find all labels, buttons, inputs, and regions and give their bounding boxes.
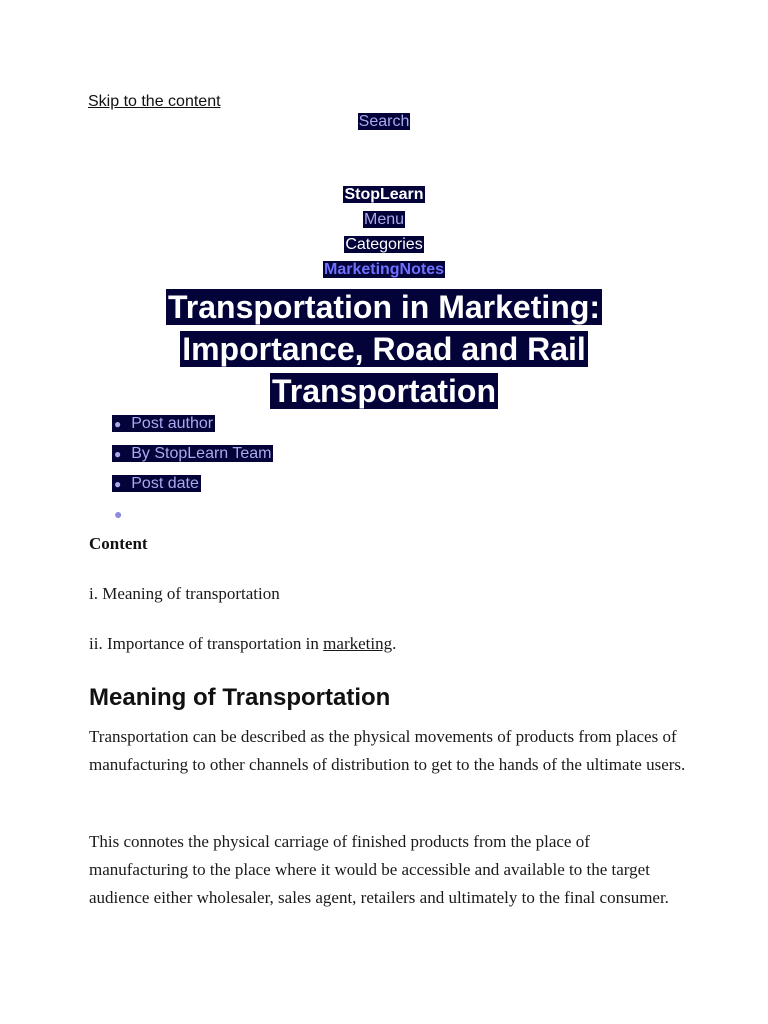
search-button-label[interactable]: Search xyxy=(358,113,410,130)
toc-item-2-prefix: ii. Importance of transportation in xyxy=(89,634,324,653)
bullet-icon: ● xyxy=(114,447,122,461)
post-date-bullet-icon: ● xyxy=(114,506,123,522)
menu-button-label[interactable]: Menu xyxy=(363,211,405,228)
page-title-line-3: Transportation xyxy=(271,373,496,409)
categories-label xyxy=(0,236,768,254)
category-marketingnotes-link[interactable]: MarketingNotes xyxy=(323,261,445,278)
section-heading: Meaning of Transportation xyxy=(89,684,391,711)
page-title-line-1: Transportation in Marketing: xyxy=(167,289,601,325)
category-link[interactable] xyxy=(0,261,768,279)
toc-item-1: i. Meaning of transportation xyxy=(89,584,280,603)
post-author-label xyxy=(112,415,215,433)
bullet-icon: ● xyxy=(114,477,122,491)
toc-heading: Content xyxy=(89,534,148,553)
paragraph-1: Transportation can be described as the physical movements of products from places of manufacturing to other channels of distribution to get to the hands of the ultimate users. xyxy=(89,727,686,774)
marketing-link[interactable]: marketing xyxy=(323,634,393,653)
menu-toggle[interactable] xyxy=(0,211,768,229)
post-author-link[interactable]: By StopLearn Team xyxy=(131,445,272,462)
bullet-icon: ● xyxy=(114,417,122,431)
paragraph-2: This connotes the physical carriage of finished products from the place of manufacturing to the place where it would be accessible and available to the target audience either wholesaler, sales agent, retailers and ultimately to the final consumer. xyxy=(89,832,669,907)
site-title[interactable] xyxy=(0,186,768,204)
categories-label-text: Categories xyxy=(345,236,423,253)
toc-item-2-suffix: . xyxy=(392,634,397,653)
page-title-line-2: Importance, Road and Rail xyxy=(182,331,586,367)
post-date-label xyxy=(112,475,201,493)
page-title xyxy=(0,286,768,412)
site-title-link[interactable]: StopLearn xyxy=(344,186,424,203)
skip-to-content-link[interactable]: Skip to the content xyxy=(88,93,221,110)
post-date-label-text: Post date xyxy=(131,475,199,492)
post-author-label-text: Post author xyxy=(131,415,214,432)
search-toggle[interactable] xyxy=(0,113,768,131)
post-author[interactable] xyxy=(112,445,273,463)
toc-item-2 xyxy=(89,634,396,654)
